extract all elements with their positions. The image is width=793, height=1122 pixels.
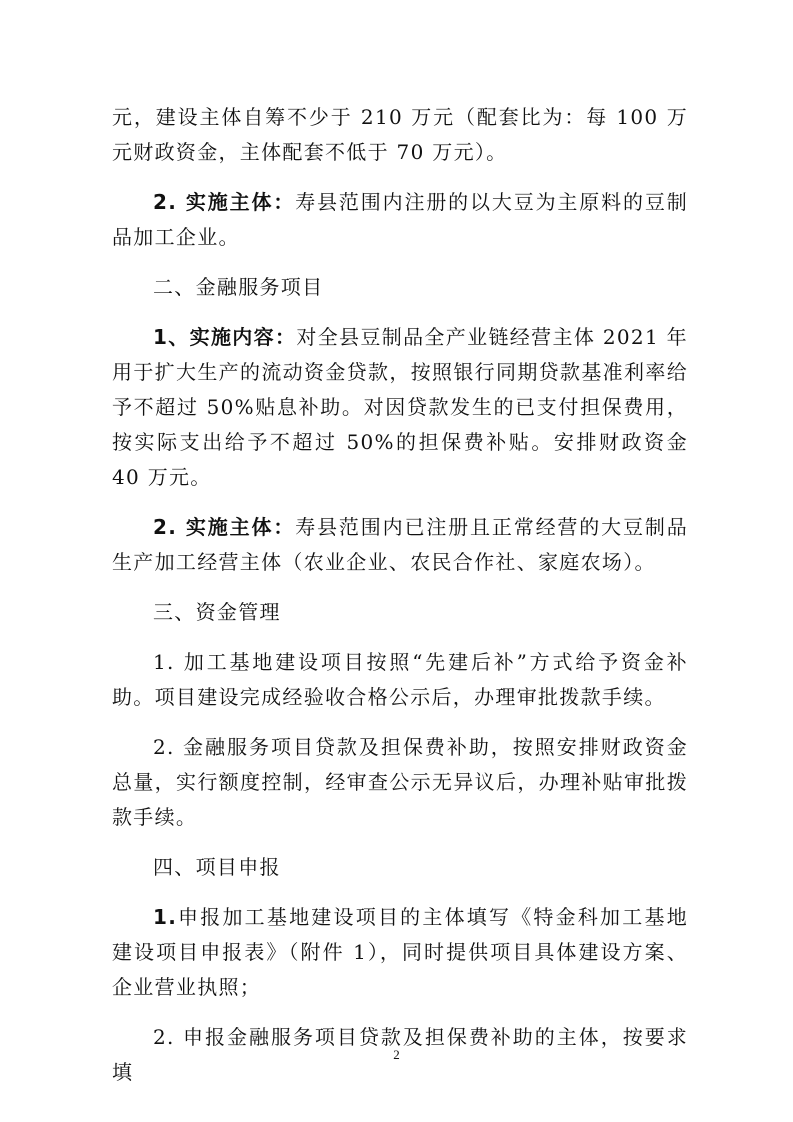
paragraph-fund-management-2 bbox=[112, 730, 688, 835]
paragraph-implementation-content bbox=[112, 320, 688, 495]
paragraph-lead: 2. 实施主体： bbox=[153, 515, 296, 539]
heading-text: 四、项目申报 bbox=[153, 855, 281, 879]
paragraph-funding-ratio bbox=[112, 100, 688, 170]
paragraph-text: 2. 金融服务项目贷款及担保费补助，按照安排财政资金总量，实行额度控制，经审查公示无异议后，办理补贴审批拨款手续。 bbox=[112, 735, 688, 829]
paragraph-implementing-entity-1 bbox=[112, 185, 688, 255]
paragraph-application-1 bbox=[112, 900, 688, 1005]
paragraph-lead: 1、实施内容： bbox=[153, 325, 297, 349]
section-heading-financial-services bbox=[112, 270, 688, 305]
document-page bbox=[112, 100, 688, 1105]
heading-text: 二、金融服务项目 bbox=[153, 275, 324, 299]
paragraph-text: 寿县范围内注册的以大豆为主原料的豆制品加工企业。 bbox=[112, 190, 688, 249]
paragraph-lead: 1. bbox=[153, 905, 178, 929]
paragraph-text: 元，建设主体自筹不少于 210 万元（配套比为：每 100 万元财政资金，主体配套不低于 70 万元）。 bbox=[112, 105, 688, 164]
paragraph-fund-management-1 bbox=[112, 645, 688, 715]
heading-text: 三、资金管理 bbox=[153, 600, 281, 624]
paragraph-text: 1. 加工基地建设项目按照“先建后补”方式给予资金补助。项目建设完成经验收合格公示后，办理审批拨款手续。 bbox=[112, 650, 688, 709]
paragraph-implementing-entity-2 bbox=[112, 510, 688, 580]
page-number: 2 bbox=[393, 1047, 400, 1062]
paragraph-text: 2. 申报金融服务项目贷款及担保费补助的主体，按要求填 bbox=[112, 1025, 688, 1084]
section-heading-fund-management bbox=[112, 595, 688, 630]
paragraph-lead: 2. 实施主体： bbox=[153, 190, 296, 214]
paragraph-text: 寿县范围内已注册且正常经营的大豆制品生产加工经营主体（农业企业、农民合作社、家庭农场）。 bbox=[112, 515, 688, 574]
paragraph-text: 对全县豆制品全产业链经营主体 2021 年用于扩大生产的流动资金贷款，按照银行同期贷款基准利率给予不超过 50%贴息补助。对因贷款发生的已支付担保费用，按实际支出给予不超过 50%的担保费补贴。安排财政资金 40 万元。 bbox=[112, 325, 688, 489]
section-heading-project-application bbox=[112, 850, 688, 885]
paragraph-text: 申报加工基地建设项目的主体填写《特金科加工基地建设项目申报表》（附件 1），同时提供项目具体建设方案、企业营业执照； bbox=[112, 905, 688, 999]
